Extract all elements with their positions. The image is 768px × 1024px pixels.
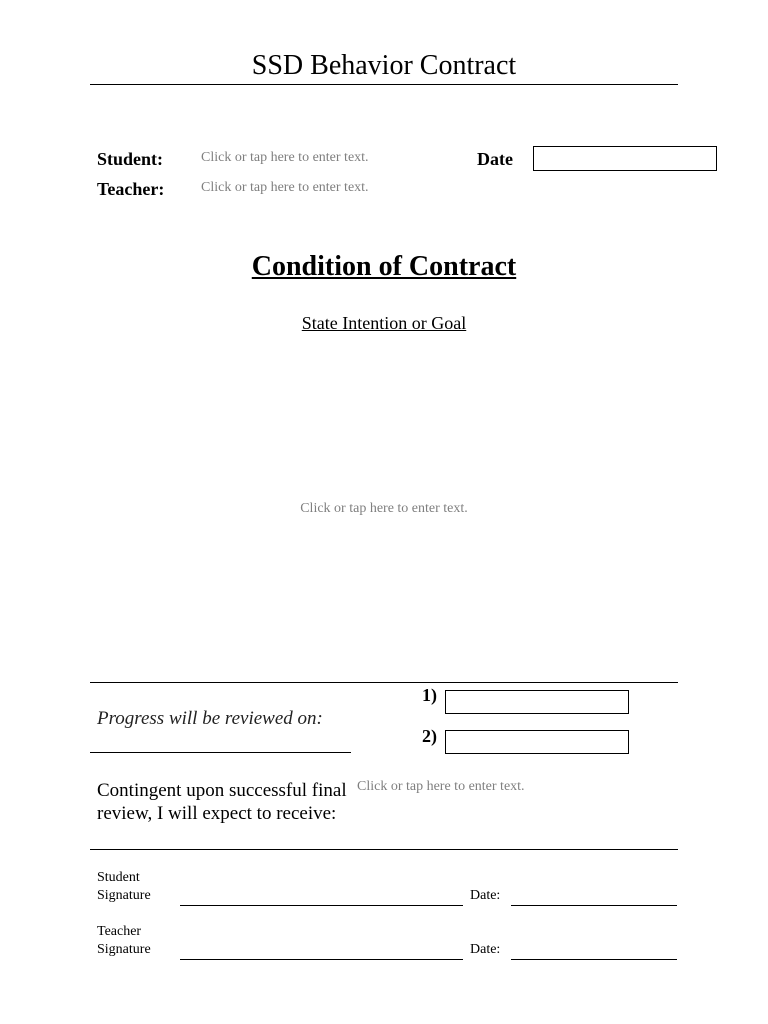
contingent-text: Contingent upon successful final review, I will expect to receive: (97, 780, 347, 824)
student-signature-label-2: Signature (97, 888, 151, 903)
progress-underline (90, 752, 351, 753)
teacher-label: Teacher: (97, 179, 165, 199)
progress-text: Progress will be reviewed on: (97, 708, 323, 729)
goal-input[interactable]: Click or tap here to enter text. (300, 501, 468, 516)
review-item-2-number: 2) (422, 726, 437, 746)
title-divider (90, 84, 678, 85)
condition-heading: Condition of Contract (251, 251, 517, 282)
student-input[interactable]: Click or tap here to enter text. (201, 150, 369, 165)
teacher-input[interactable]: Click or tap here to enter text. (201, 180, 369, 195)
date-label: Date (477, 149, 513, 169)
teacher-signature-label-2: Signature (97, 942, 151, 957)
review-date-1-box[interactable] (445, 690, 629, 714)
teacher-signature-line[interactable] (180, 959, 463, 960)
signature-top-divider (90, 849, 678, 850)
reward-input[interactable]: Click or tap here to enter text. (357, 779, 525, 794)
student-signature-line[interactable] (180, 905, 463, 906)
teacher-date-label: Date: (470, 942, 501, 957)
student-date-line[interactable] (511, 905, 677, 906)
document-title: SSD Behavior Contract (251, 50, 517, 81)
student-label: Student: (97, 149, 164, 169)
teacher-signature-label-1: Teacher (97, 924, 142, 939)
student-date-label: Date: (470, 888, 501, 903)
goal-subheading: State Intention or Goal (301, 313, 467, 333)
date-input-box[interactable] (533, 146, 717, 171)
teacher-date-line[interactable] (511, 959, 677, 960)
review-item-1-number: 1) (422, 685, 437, 705)
review-date-2-box[interactable] (445, 730, 629, 754)
student-signature-label-1: Student (97, 870, 140, 885)
progress-top-divider (90, 682, 678, 683)
